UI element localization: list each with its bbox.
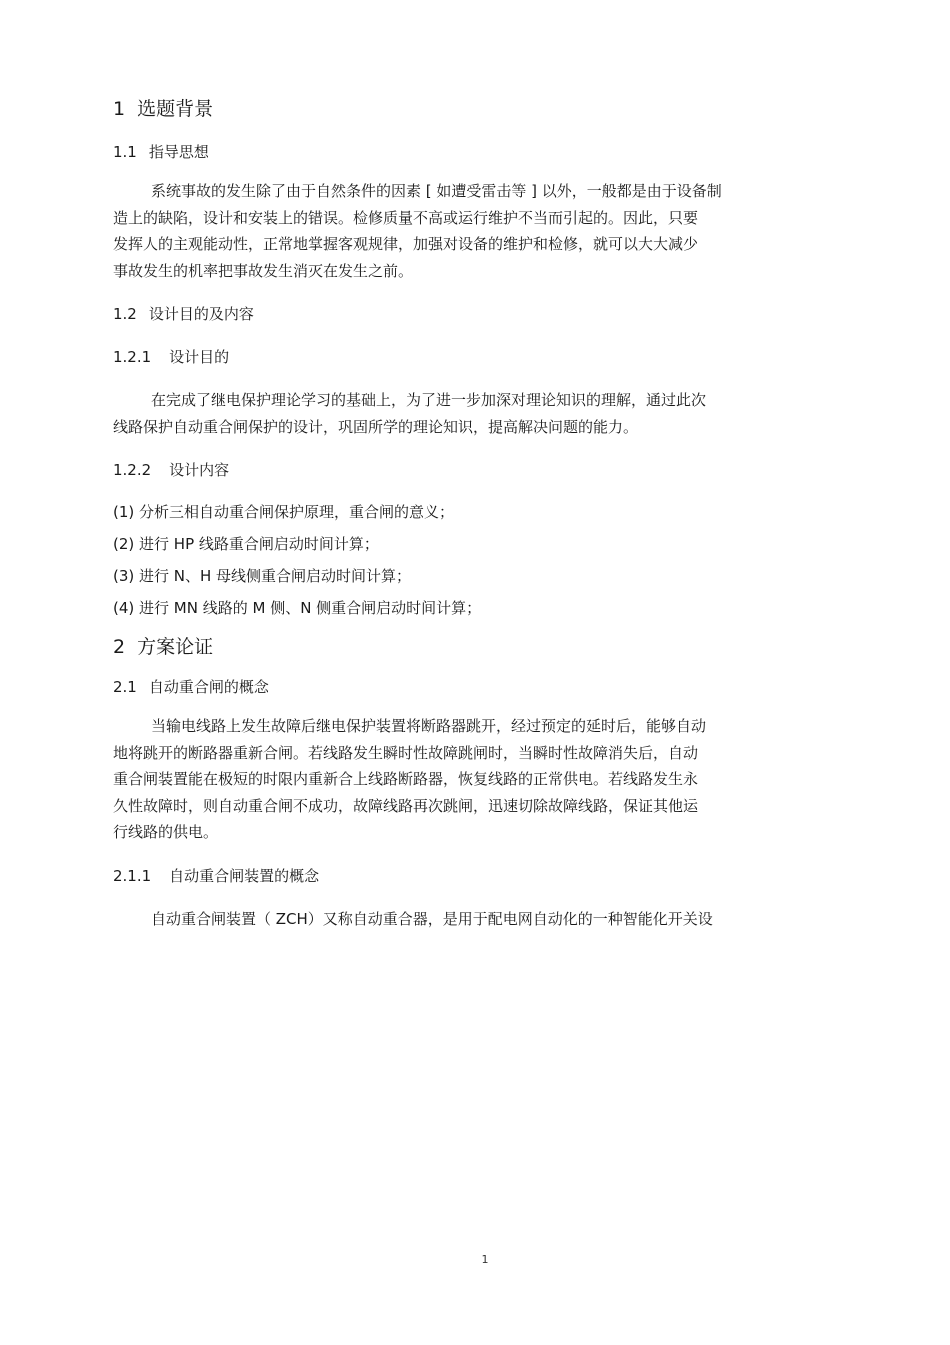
heading-1-2-2	[113, 457, 848, 483]
paragraph-line: 当输电线路上发生故障后继电保护装置将断路器跳开，经过预定的延时后，能够自动	[151, 717, 707, 735]
paragraph-line: 发挥人的主观能动性，正常地掌握客观规律，加强对设备的维护和检修，就可以大大减少	[113, 235, 699, 253]
heading-number: 1.2.1	[113, 348, 152, 366]
heading-title: 方案论证	[137, 636, 214, 658]
paragraph-line: 系统事故的发生除了由于自然条件的因素 [ 如遭受雷击等 ] 以外，一般都是由于设备制	[151, 182, 722, 200]
heading-1-2-1	[113, 344, 848, 370]
paragraph-design-purpose	[113, 387, 848, 440]
heading-1-2	[113, 301, 848, 327]
heading-number: 2.1	[113, 678, 137, 696]
list-item: (1) 分析三相自动重合闸保护原理，重合闸的意义；	[113, 503, 455, 521]
paragraph-line: 重合闸装置能在极短的时限内重新合上线路断路器，恢复线路的正常供电。若线路发生永	[113, 770, 699, 788]
list-item: (2) 进行 HP 线路重合闸启动时间计算；	[113, 535, 379, 553]
paragraph-line: 行线路的供电。	[113, 823, 219, 841]
paragraph-line: 线路保护自动重合闸保护的设计，巩固所学的理论知识，提高解决问题的能力。	[113, 417, 639, 436]
heading-title: 选题背景	[137, 98, 214, 120]
heading-title: 指导思想	[148, 143, 209, 161]
heading-2-1-1	[113, 863, 848, 889]
heading-number: 1.2	[113, 305, 137, 323]
design-content-list	[113, 496, 848, 624]
heading-2	[113, 630, 848, 664]
paragraph-line: 在完成了继电保护理论学习的基础上，为了进一步加深对理论知识的理解，通过此次	[151, 391, 707, 409]
list-item: (3) 进行 N、H 母线侧重合闸启动时间计算；	[113, 567, 412, 585]
paragraph-line: 自动重合闸装置（ ZCH）又称自动重合器，是用于配电网自动化的一种智能化开关设	[151, 909, 713, 928]
heading-2-1	[113, 674, 848, 700]
heading-title: 设计内容	[169, 461, 230, 479]
heading-number: 1	[113, 98, 126, 120]
paragraph-line: 造上的缺陷，设计和安装上的错误。检修质量不高或运行维护不当而引起的。因此，只要	[113, 208, 699, 227]
list-item: (4) 进行 MN 线路的 M 侧、N 侧重合闸启动时间计算；	[113, 599, 482, 617]
heading-title: 自动重合闸的概念	[148, 678, 269, 696]
page-number: 1	[481, 1253, 489, 1266]
paragraph-guiding-idea	[113, 178, 848, 284]
paragraph-line: 地将跳开的断路器重新合闸。若线路发生瞬时性故障跳闸时，当瞬时性故障消失后，自动	[113, 743, 699, 762]
heading-number: 1.2.2	[113, 461, 152, 479]
page-content	[113, 92, 848, 932]
heading-1	[113, 92, 848, 126]
heading-1-1	[113, 139, 848, 165]
paragraph-reclosing-device-concept	[113, 906, 848, 933]
heading-title: 设计目的及内容	[148, 305, 254, 323]
paragraph-line: 久性故障时，则自动重合闸不成功，故障线路再次跳闸，迅速切除故障线路，保证其他运	[113, 796, 699, 815]
heading-number: 2.1.1	[113, 866, 152, 885]
heading-number: 2	[113, 636, 126, 658]
paragraph-line: 事故发生的机率把事故发生消灭在发生之前。	[113, 261, 414, 280]
heading-title: 自动重合闸装置的概念	[169, 866, 320, 885]
paragraph-auto-reclosing-concept	[113, 713, 848, 846]
heading-number: 1.1	[113, 143, 137, 161]
heading-title: 设计目的	[169, 348, 230, 366]
